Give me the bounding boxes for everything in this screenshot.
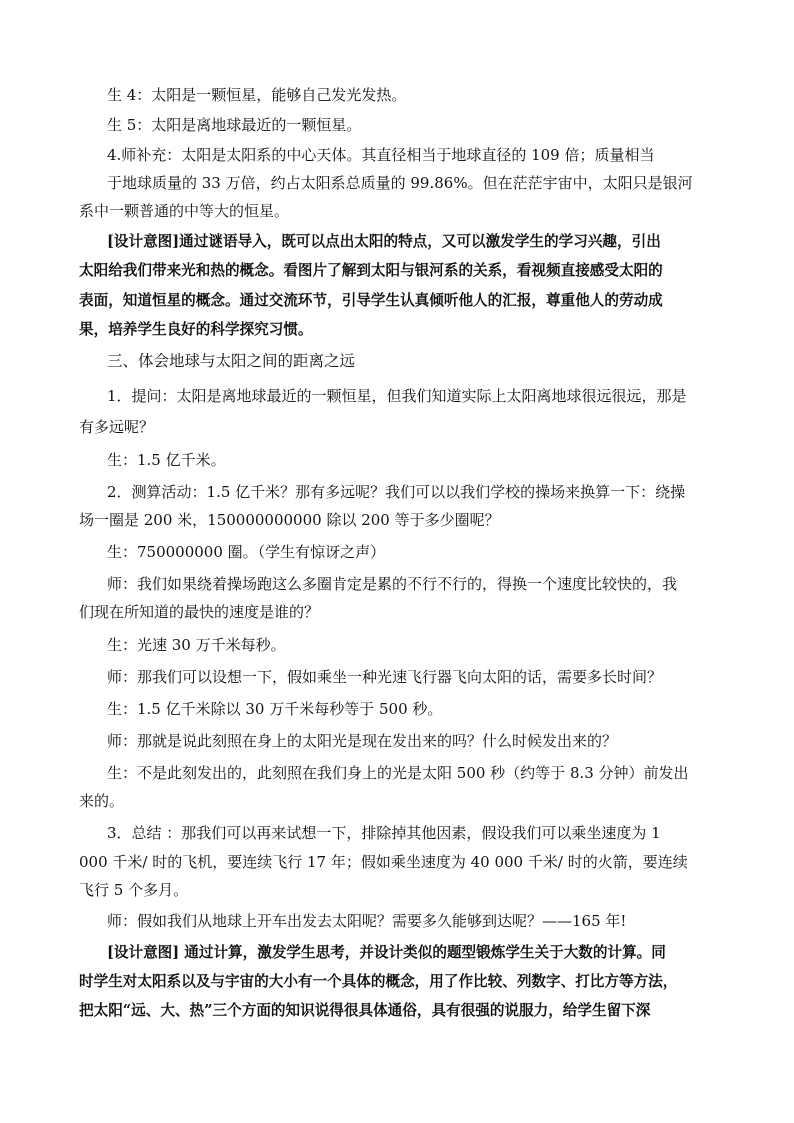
- design-intent-line: 时学生对太阳系以及与宇宙的大小有一个具体的概念，用了作比较、列数字、打比方等方法，: [79, 973, 678, 990]
- design-intent-line: [设计意图]通过谜语导入，既可以点出太阳的特点，又可以激发学生的学习兴趣，引出: [107, 233, 661, 250]
- paragraph-line: 师：假如我们从地球上开车出发去太阳呢？需要多久能够到达呢？——165 年!: [107, 912, 627, 930]
- paragraph-line: 们现在所知道的最快的速度是谁的？: [79, 603, 320, 621]
- design-intent-line: 果，培养学生良好的科学探究习惯。: [79, 321, 313, 338]
- paragraph-line: 场一圈是 200 米，150000000000 除以 200 等于多少圈呢？: [79, 511, 500, 529]
- design-intent-line: 把太阳“远、大、热”三个方面的知识说得很具体通俗，具有很强的说服力，给学生留下深: [79, 1002, 651, 1019]
- paragraph-line: 师：那就是说此刻照在身上的太阳光是现在发出来的吗？什么时候发出来的？: [107, 732, 618, 750]
- paragraph-line: 来的。: [79, 792, 125, 810]
- paragraph-line: 生：1.5 亿千米。: [107, 451, 226, 469]
- paragraph-line: 1．提问：太阳是离地球最近的一颗恒星，但我们知道实际上太阳离地球很远很远，那是: [107, 387, 687, 405]
- paragraph-line: 生 4：太阳是一颗恒星，能够自己发光发热。: [107, 86, 407, 104]
- paragraph-line: 生：不是此刻发出的，此刻照在我们身上的光是太阳 500 秒（约等于 8.3 分钟）前发出: [107, 764, 689, 782]
- design-intent-line: [设计意图] 通过计算，激发学生思考，并设计类似的题型锻炼学生关于大数的计算。同: [107, 944, 666, 961]
- paragraph-line: 飞行 5 个多月。: [79, 881, 189, 899]
- paragraph-line: 师：那我们可以设想一下，假如乘坐一种光速飞行器飞向太阳的话，需要多长时间？: [107, 668, 663, 686]
- paragraph-line: 生：1.5 亿千米除以 30 万千米每秒等于 500 秒。: [107, 700, 443, 718]
- paragraph-line: 2．测算活动：1.5 亿千米？那有多远呢？我们可以以我们学校的操场来换算一下：绕操: [107, 483, 686, 501]
- paragraph-line: 生 5：太阳是离地球最近的一颗恒星。: [107, 116, 362, 134]
- paragraph-line: 系中一颗普通的中等大的恒星。: [79, 202, 290, 220]
- design-intent-line: 表面，知道恒星的概念。通过交流环节，引导学生认真倾听他人的汇报，尊重他人的劳动成: [79, 292, 663, 309]
- section-heading: 三、体会地球与太阳之间的距离之远: [107, 352, 356, 370]
- paragraph-line: 师：我们如果绕着操场跑这么多圈肯定是累的不行不行的，得换一个速度比较快的，我: [107, 575, 678, 593]
- paragraph-line: 生：750000000 圈。（学生有惊讶之声）: [107, 543, 386, 561]
- paragraph-line: 3．总结 ：那我们可以再来试想一下，排除掉其他因素，假设我们可以乘坐速度为 1: [107, 824, 661, 842]
- paragraph-line: 4.师补充：太阳是太阳系的中心天体。其直径相当于地球直径的 109 倍；质量相当: [107, 146, 655, 164]
- design-intent-line: 太阳给我们带来光和热的概念。看图片了解到太阳与银河系的关系，看视频直接感受太阳的: [79, 262, 663, 279]
- paragraph-line: 000 千米/ 时的飞机，要连续飞行 17 年；假如乘坐速度为 40 000 千米/ 时的火箭，要连续: [79, 853, 688, 871]
- paragraph-line: 生：光速 30 万千米每秒。: [107, 636, 286, 654]
- paragraph-line: 于地球质量的 33 万倍，约占太阳系总质量的 99.86%。但在茫茫宇宙中，太阳只是银河: [107, 174, 693, 192]
- paragraph-line: 有多远呢？: [79, 418, 155, 436]
